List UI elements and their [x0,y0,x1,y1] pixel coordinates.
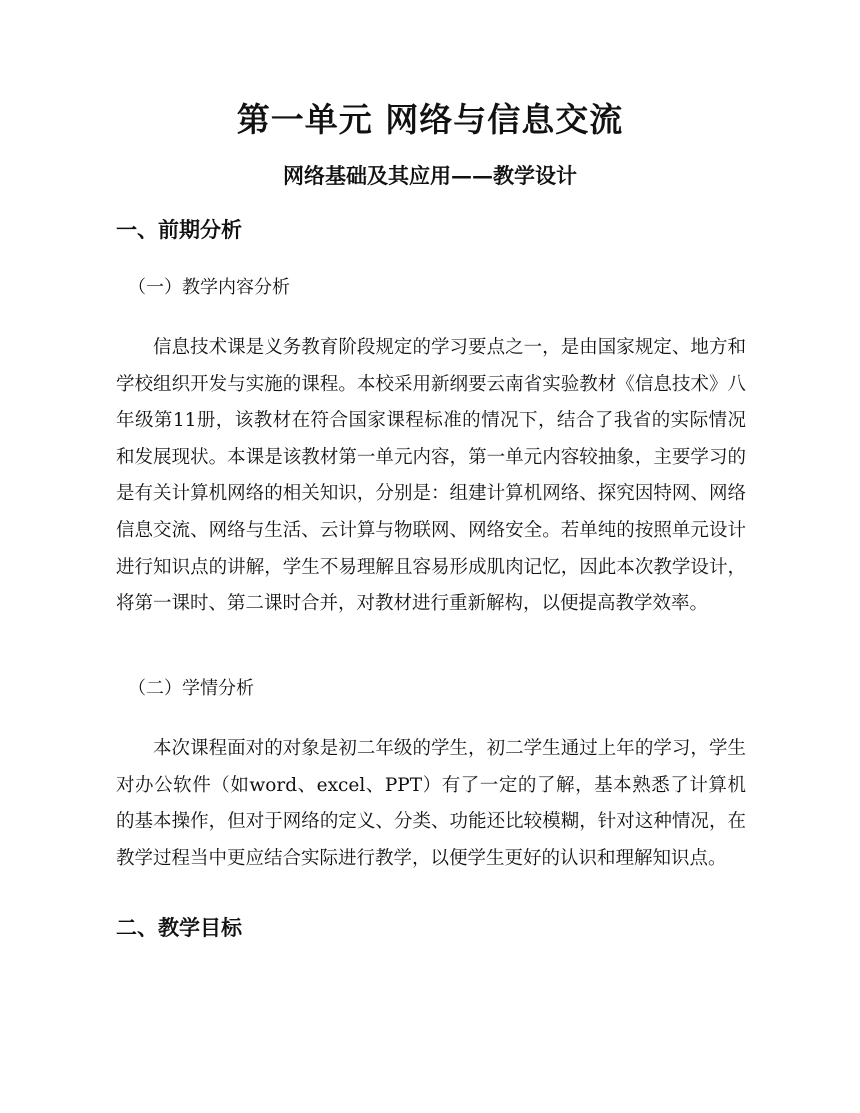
document-subtitle: 网络基础及其应用——教学设计 [283,163,577,188]
subsection-heading-content-analysis: （一）教学内容分析 [128,277,290,298]
subsection-heading-learner-analysis: （二）学情分析 [128,678,254,699]
paragraph-content-analysis: 信息技术课是义务教育阶段规定的学习要点之一，是由国家规定、地方和学校组织开发与实施的课程。本校采用新纲要云南省实验教材《信息技术》八年级第11册，该教材在符合国家课程标准的情况下，结合了我省的实际情况和发展现状。本课是该教材第一单元内容，第一单元内容较抽象，主要学习的是有关计算机网络的相关知识，分别是：组建计算机网络、探究因特网、网络信息交流、网络与生活、云计算与物联网、网络安全。若单纯的按照单元设计进行知识点的讲解，学生不易理解且容易形成肌肉记忆，因此本次教学设计，将第一课时、第二课时合并，对教材进行重新解构，以便提高教学效率。 [116,337,746,615]
document-title: 第一单元 网络与信息交流 [236,100,624,139]
section-heading-pre-analysis: 一、前期分析 [116,217,242,242]
paragraph-learner-analysis: 本次课程面对的对象是初二年级的学生，初二学生通过上年的学习，学生对办公软件（如word、excel、PPT）有了一定的了解，基本熟悉了计算机的基本操作，但对于网络的定义、分类、功能还比较模糊，针对这种情况，在教学过程当中更应结合实际进行教学，以便学生更好的认识和理解知识点。 [116,738,746,869]
section-heading-teaching-objectives: 二、教学目标 [116,915,242,940]
